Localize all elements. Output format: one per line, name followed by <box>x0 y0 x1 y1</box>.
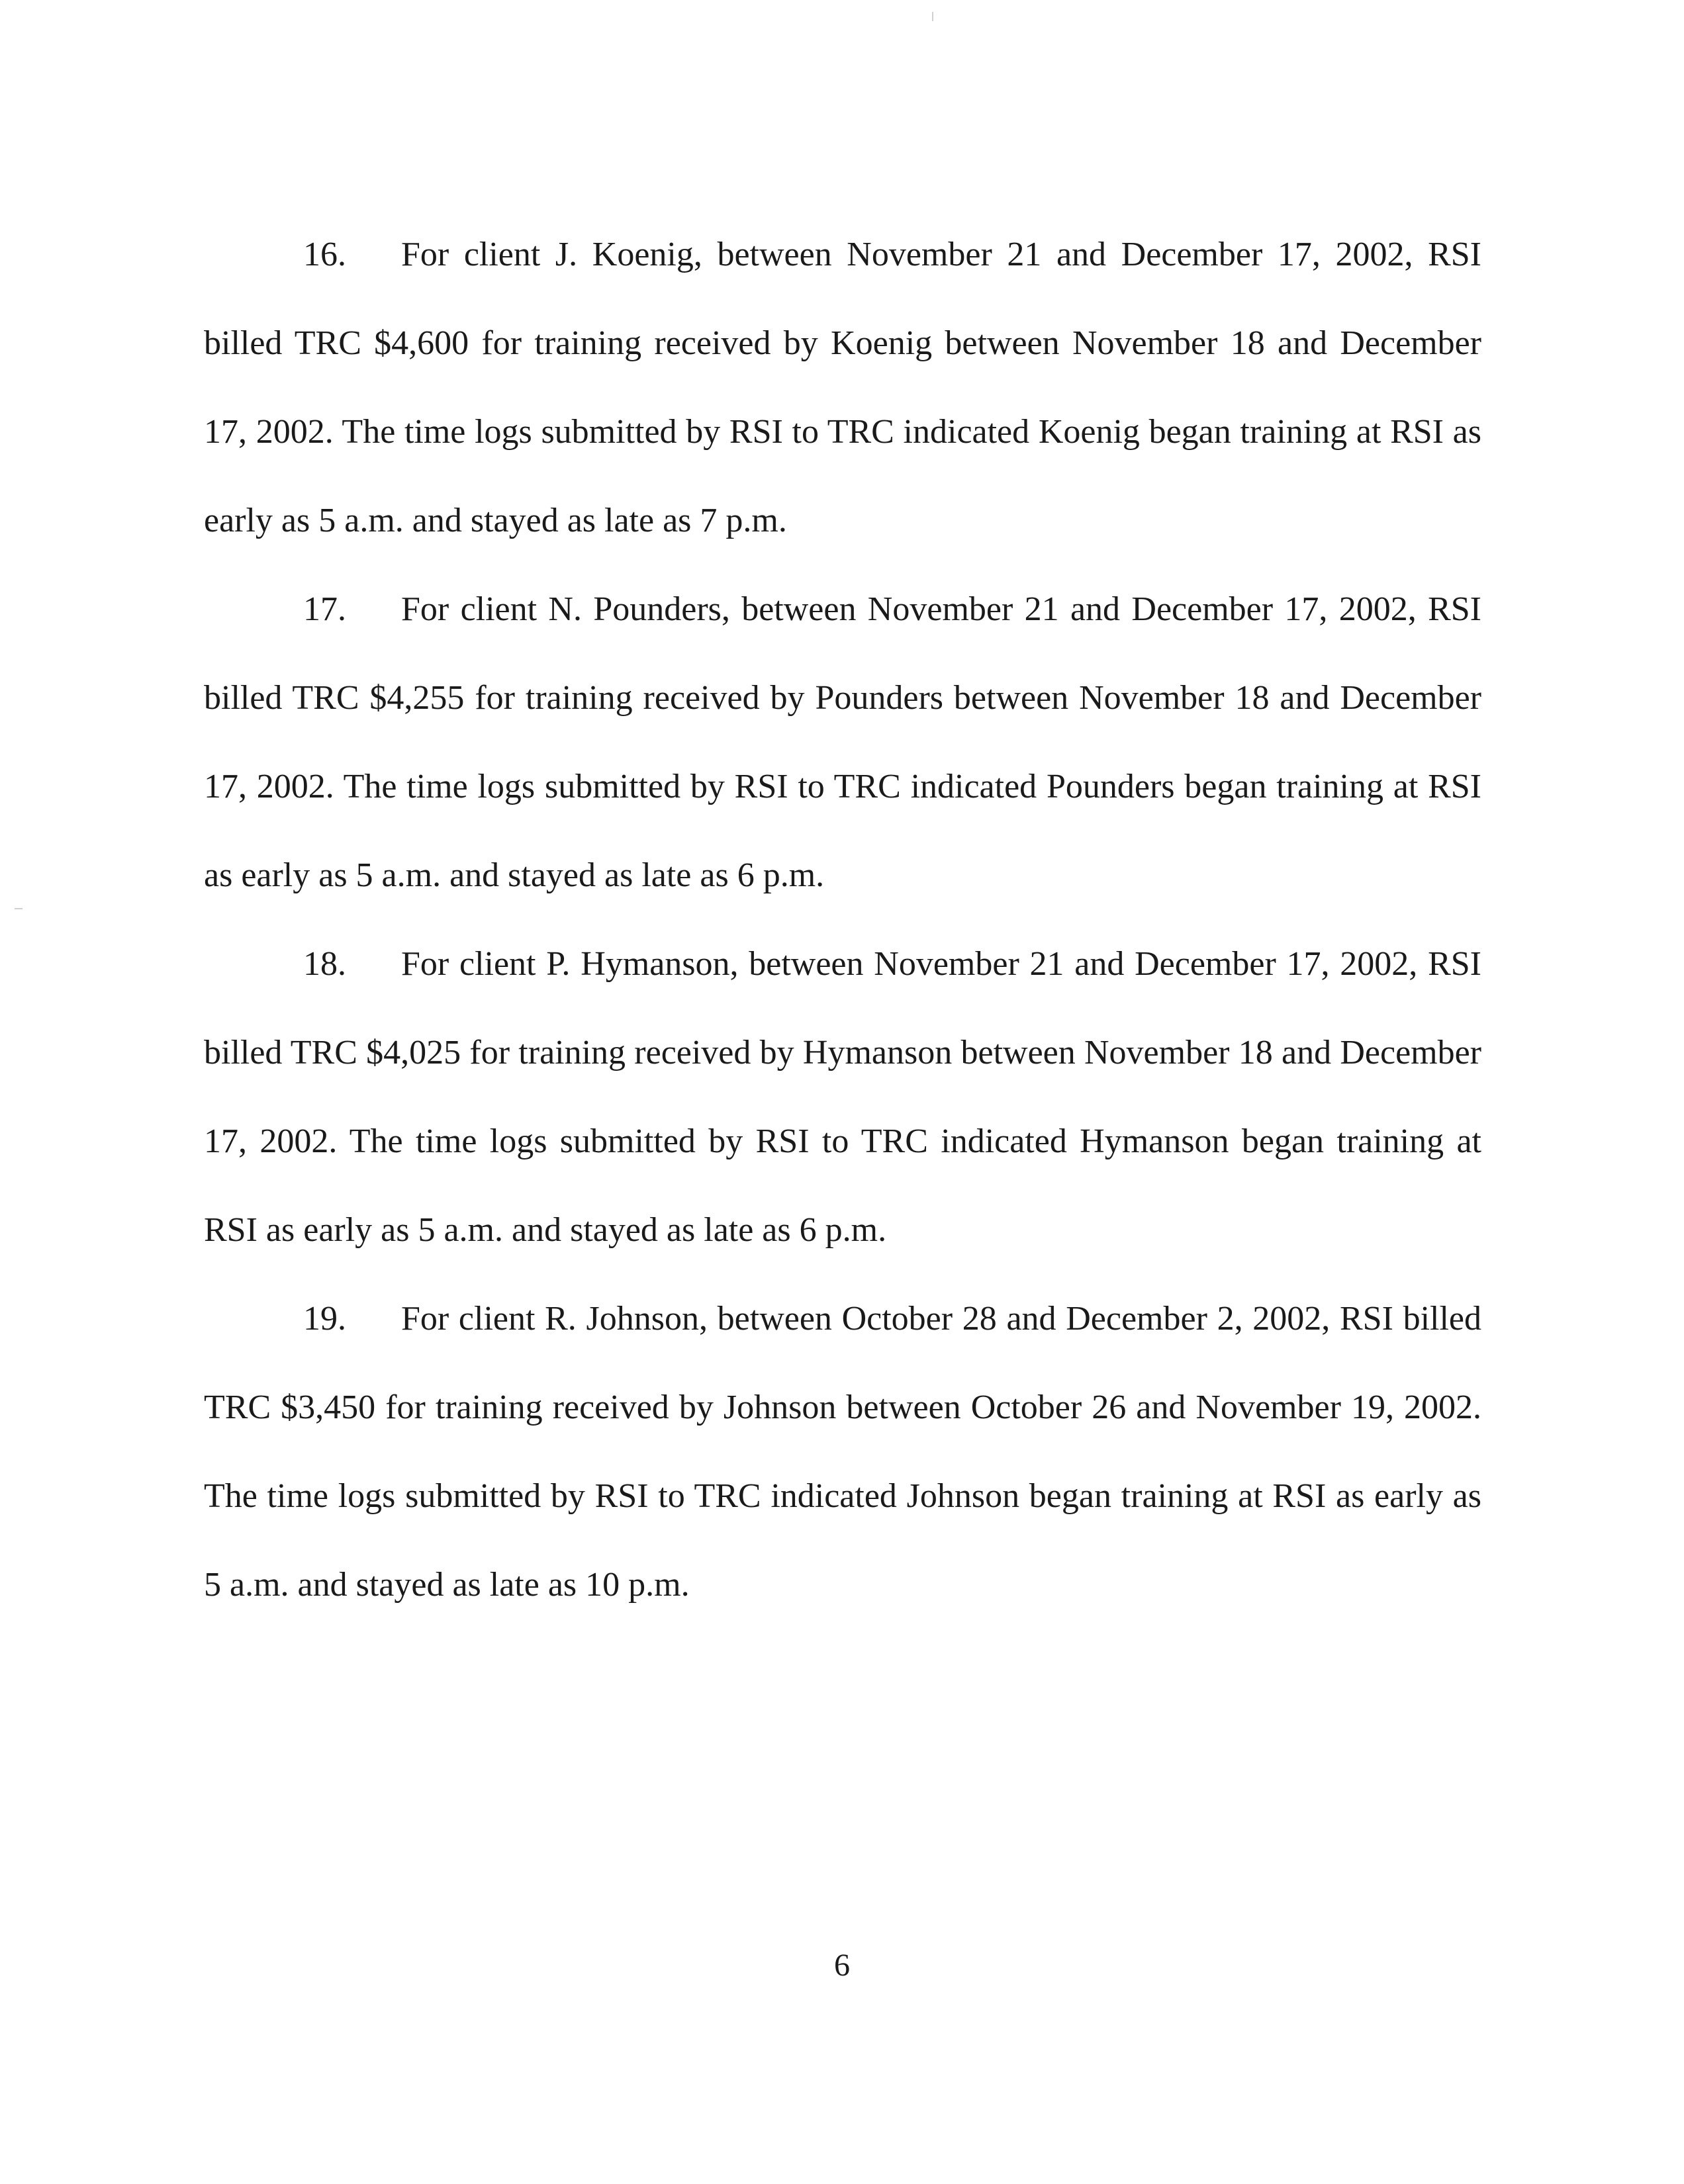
paragraph-text: For client N. Pounders, between November 21 and December 17, 2002, RSI billed TRC $4,255 for training received by Pounders between November 18 and December 17, 2002. The time logs submitted by RSI to TRC indicated Pounders began training at RSI as early as 5 a.m. and stayed as late as 6 p.m. <box>204 590 1481 894</box>
paragraph-17 <box>204 565 1481 920</box>
paragraph-18 <box>204 920 1481 1275</box>
page-number: 6 <box>834 1948 850 1983</box>
paragraph-number: 16. <box>303 236 346 273</box>
body-text <box>204 210 1481 1629</box>
scan-mark-top <box>932 12 933 21</box>
paragraph-text: For client J. Koenig, between November 21 and December 17, 2002, RSI billed TRC $4,600 for training received by Koenig between November 18 and December 17, 2002. The time logs submitted by RSI to TRC indicated Koenig began training at RSI as early as 5 a.m. and stayed as late as 7 p.m. <box>204 236 1481 539</box>
paragraph-text: For client P. Hymanson, between November 21 and December 17, 2002, RSI billed TRC $4,025 for training received by Hymanson between November 18 and December 17, 2002. The time logs submitted by RSI to TRC indicated Hymanson began training at RSI as early as 5 a.m. and stayed as late as 6 p.m. <box>204 945 1481 1249</box>
paragraph-number: 19. <box>303 1300 346 1338</box>
scan-mark-left <box>15 908 23 909</box>
paragraph-19 <box>204 1275 1481 1629</box>
paragraph-16 <box>204 210 1481 565</box>
paragraph-number: 18. <box>303 945 346 983</box>
paragraph-text: For client R. Johnson, between October 28 and December 2, 2002, RSI billed TRC $3,450 for training received by Johnson between October 26 and November 19, 2002. The time logs submitted by RSI to TRC indicated Johnson began training at RSI as early as 5 a.m. and stayed as late as 10 p.m. <box>204 1300 1481 1604</box>
paragraph-number: 17. <box>303 590 346 628</box>
